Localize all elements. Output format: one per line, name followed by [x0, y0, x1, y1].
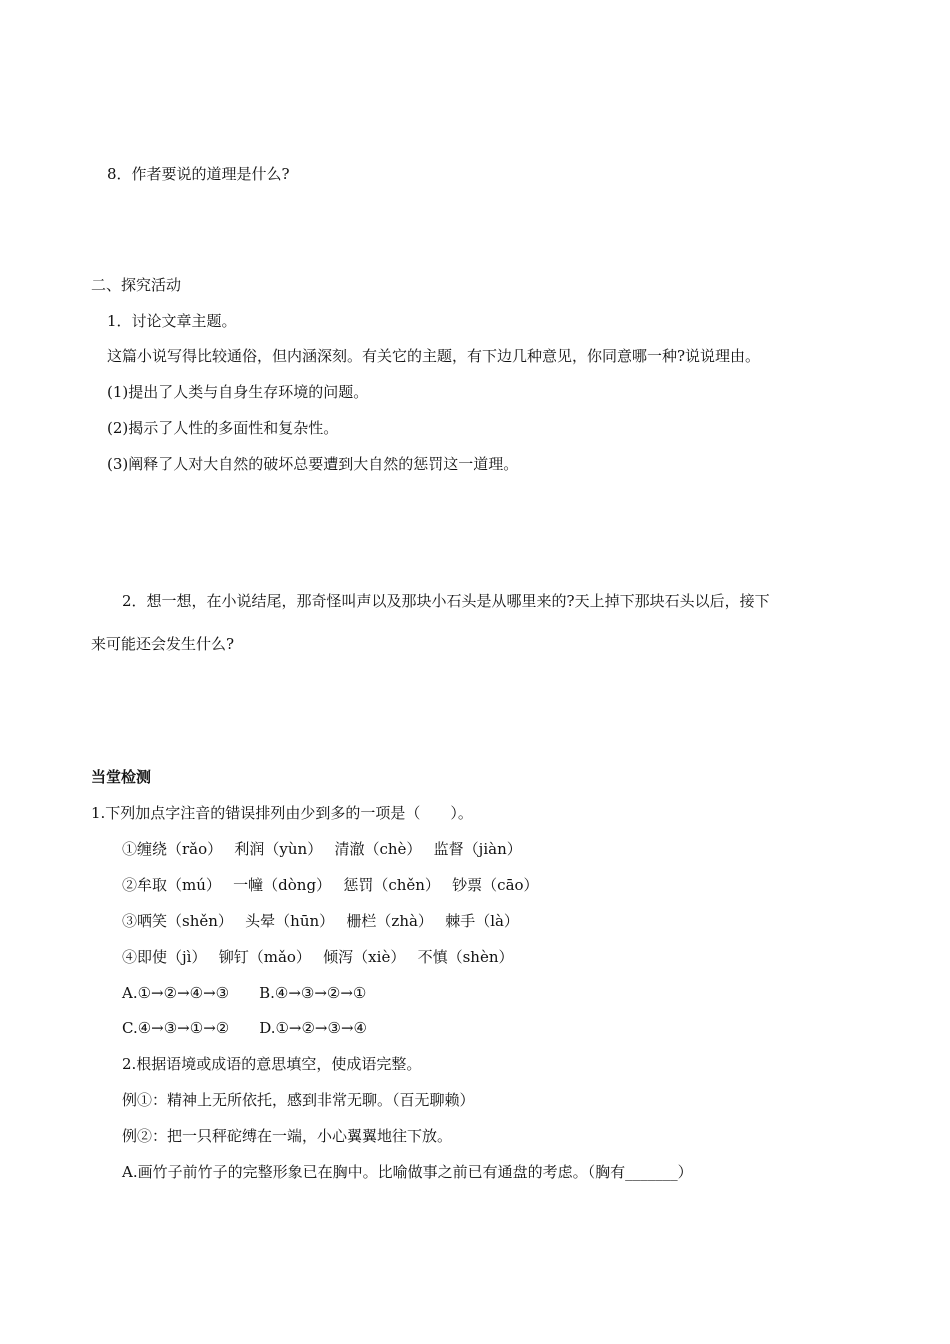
test-question-1-row-1: ①缠绕（rǎo） 利润（yùn） 清澈（chè） 监督（jiàn） — [122, 840, 522, 858]
test-heading: 当堂检测 — [91, 768, 152, 786]
test-question-1-row-3: ③哂笑（shěn） 头晕（hūn） 栅栏（zhà） 棘手（là） — [122, 912, 519, 930]
explore-question-1-intro: 这篇小说写得比较通俗，但内涵深刻。有关它的主题，有下边几种意见，你同意哪一种?说说理由。 — [107, 347, 761, 365]
explore-question-1-title: 1．讨论文章主题。 — [107, 312, 237, 330]
explore-question-2-line-2: 来可能还会发生什么? — [91, 635, 235, 653]
question-8: 8．作者要说的道理是什么? — [107, 165, 290, 183]
explore-option-3: (3)阐释了人对大自然的破坏总要遭到大自然的惩罚这一道理。 — [107, 455, 519, 473]
test-question-2-example-2: 例②：把一只秤砣缚在一端，小心翼翼地往下放。 — [122, 1127, 453, 1145]
test-question-2-item-a: A.画竹子前竹子的完整形象已在胸中。比喻做事之前已有通盘的考虑。（胸有_______） — [122, 1163, 693, 1181]
test-question-2-stem: 2.根据语境或成语的意思填空，使成语完整。 — [122, 1055, 422, 1073]
test-question-1-row-2: ②牟取（mú） 一幢（dòng） 惩罚（chěn） 钞票（cāo） — [122, 876, 539, 894]
explore-question-2-line-1: 2．想一想，在小说结尾，那奇怪叫声以及那块小石头是从哪里来的?天上掉下那块石头以后，接下 — [122, 592, 770, 610]
explore-option-1: (1)提出了人类与自身生存环境的问题。 — [107, 383, 369, 401]
section-heading-explore: 二、探究活动 — [91, 276, 182, 294]
test-question-1-choices-cd: C.④→③→①→② D.①→②→③→④ — [122, 1019, 367, 1037]
test-question-1-row-4: ④即使（jì） 铆钉（mǎo） 倾泻（xiè） 不慎（shèn） — [122, 948, 514, 966]
test-question-2-example-1: 例①：精神上无所依托，感到非常无聊。（百无聊赖） — [122, 1091, 475, 1109]
explore-option-2: (2)揭示了人性的多面性和复杂性。 — [107, 419, 339, 437]
test-question-1-choices-ab: A.①→②→④→③ B.④→③→②→① — [122, 984, 367, 1002]
test-question-1-stem: 1.下列加点字注音的错误排列由少到多的一项是（ ）。 — [91, 804, 473, 822]
